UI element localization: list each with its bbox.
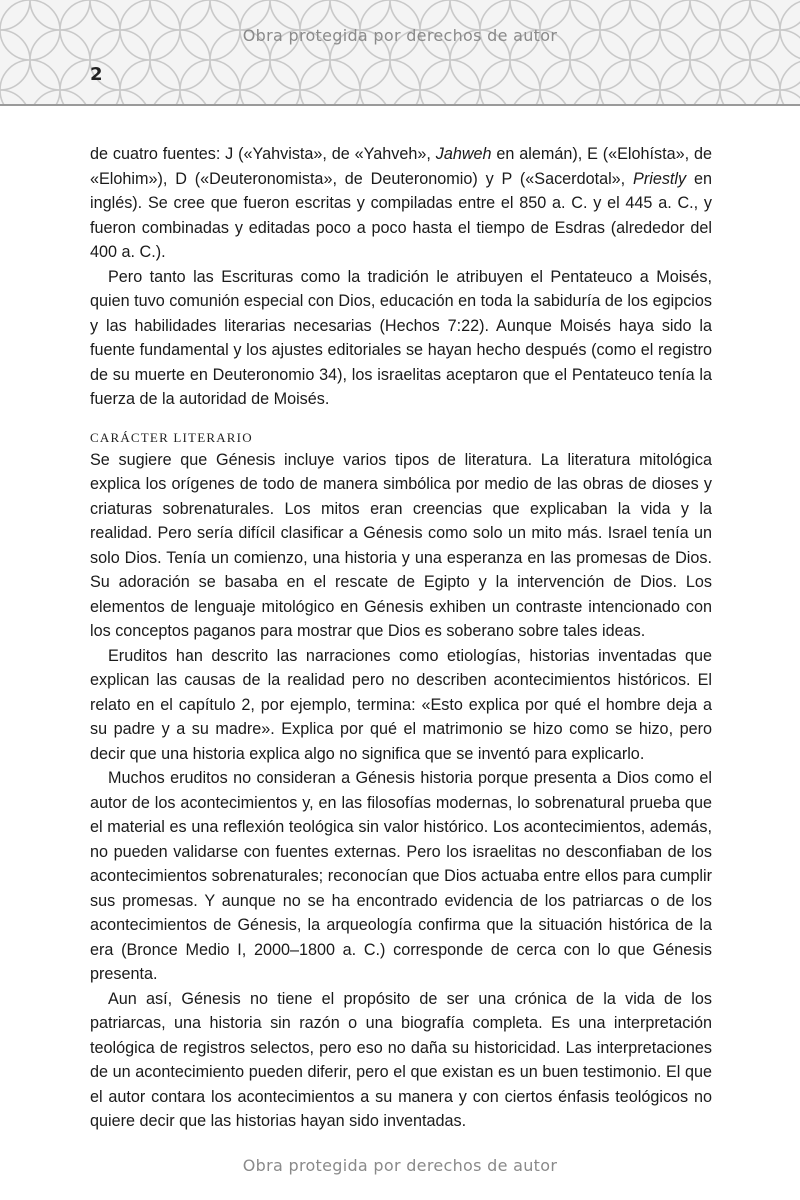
text-run: en alemán), E («Elohísta», de «Elohim»), D («Deuteronomista», de Deuteronomio) y P («Sacerdotal», — [90, 145, 712, 188]
header-divider — [0, 104, 800, 106]
paragraph-etiologies: Eruditos han descrito las narraciones como etiologías, historias inventadas que explican las causas de la realidad pero no describen acontecimientos históricos. El relato en el capítulo 2, por ejemplo, termina: «Esto explica por qué el hombre deja a su padre y a su madre». Explica por qué el matrimonio se hizo como se hizo, pero decir que una historia explica algo no significa que se inventó para explicarlo. — [90, 646, 712, 763]
paragraph-moses-authorship: Pero tanto las Escrituras como la tradición le atribuyen el Pentateuco a Moisés, quien tuvo comunión especial con Dios, educación en toda la sabiduría de los egipcios y las habilidades literarias necesarias (Hechos 7:22). Aunque Moisés haya sido la fuente fundamental y los ajustes editoriales se hayan hecho después (como el registro de su muerte en Deuteronomio 34), los israelitas aceptaron que el Pentateuco tenía la fuerza de la autoridad de Moisés. — [90, 267, 712, 408]
paragraph-literary-types: Se sugiere que Génesis incluye varios tipos de literatura. La literatura mitológica explica los orígenes de todo de manera simbólica por medio de las obras de dioses y criaturas sobrenaturales. Los mitos eran creencias que explicaban la vida y la realidad. Pero sería difícil clasificar a Génesis como solo un mito más. Israel tenía un solo Dios. Tenía un comienzo, una historia y una esperanza en las promesas de Dios. Su adoración se basaba en el rescate de Egipto y la intervención de Dios. Los elementos de lenguaje mitológico en Génesis exhiben un contraste intencionado con los conceptos paganos para mostrar que Dios es soberano sobre tales ideas. — [90, 450, 712, 640]
text-run: de cuatro fuentes: J («Yahvista», de «Yahveh», — [90, 145, 436, 163]
page-number: 2 — [90, 64, 103, 85]
paragraph-theological-interpretation: Aun así, Génesis no tiene el propósito de ser una crónica de la vida de los patriarcas, una historia sin razón o una biografía completa. Es una interpretación teológica de registros selectos, pero eso no daña su historicidad. Las interpretaciones de un acontecimiento pueden diferir, pero el que existan es un buen testimonio. El que el autor contara los acontecimientos a su manera y con ciertos énfasis teológicos no quiere decir que las historias hayan sido inventadas. — [90, 989, 712, 1130]
paragraph-sources — [90, 142, 712, 265]
geometric-pattern-graphic — [0, 0, 800, 104]
page-body — [90, 142, 712, 1134]
italic-term-jahweh: Jahweh — [435, 145, 492, 163]
section-heading: CARÁCTER LITERARIO — [90, 429, 253, 445]
italic-term-priestly: Priestly — [633, 169, 687, 188]
decorative-header-band — [0, 0, 800, 104]
text-run: en inglés). Se cree que fueron escritas y compiladas entre el 850 a. C. y el 445 a. C., y fueron combinadas y editadas poco a poco hasta el tiempo de Esdras (alrededor del 400 a. C.). — [90, 169, 712, 261]
copyright-watermark-bottom: Obra protegida por derechos de autor — [242, 1156, 558, 1175]
copyright-watermark-top: Obra protegida por derechos de autor — [242, 26, 558, 45]
paragraph-historicity: Muchos eruditos no consideran a Génesis historia porque presenta a Dios como el autor de los acontecimientos y, en las filosofías modernas, lo sobrenatural prueba que el material es una reflexión teológica sin valor histórico. Los acontecimientos, además, no pueden validarse con fuentes externas. Pero los israelitas no desconfiaban de los acontecimientos sobrenaturales; reconocían que Dios actuaba entre ellos para cumplir sus promesas. Y aunque no se ha encontrado evidencia de los patriarcas o de los acontecimientos de Génesis, la arqueología confirma que la situación histórica de la era (Bronce Medio I, 2000–1800 a. C.) corresponde de cerca con lo que Génesis presenta. — [90, 769, 712, 983]
